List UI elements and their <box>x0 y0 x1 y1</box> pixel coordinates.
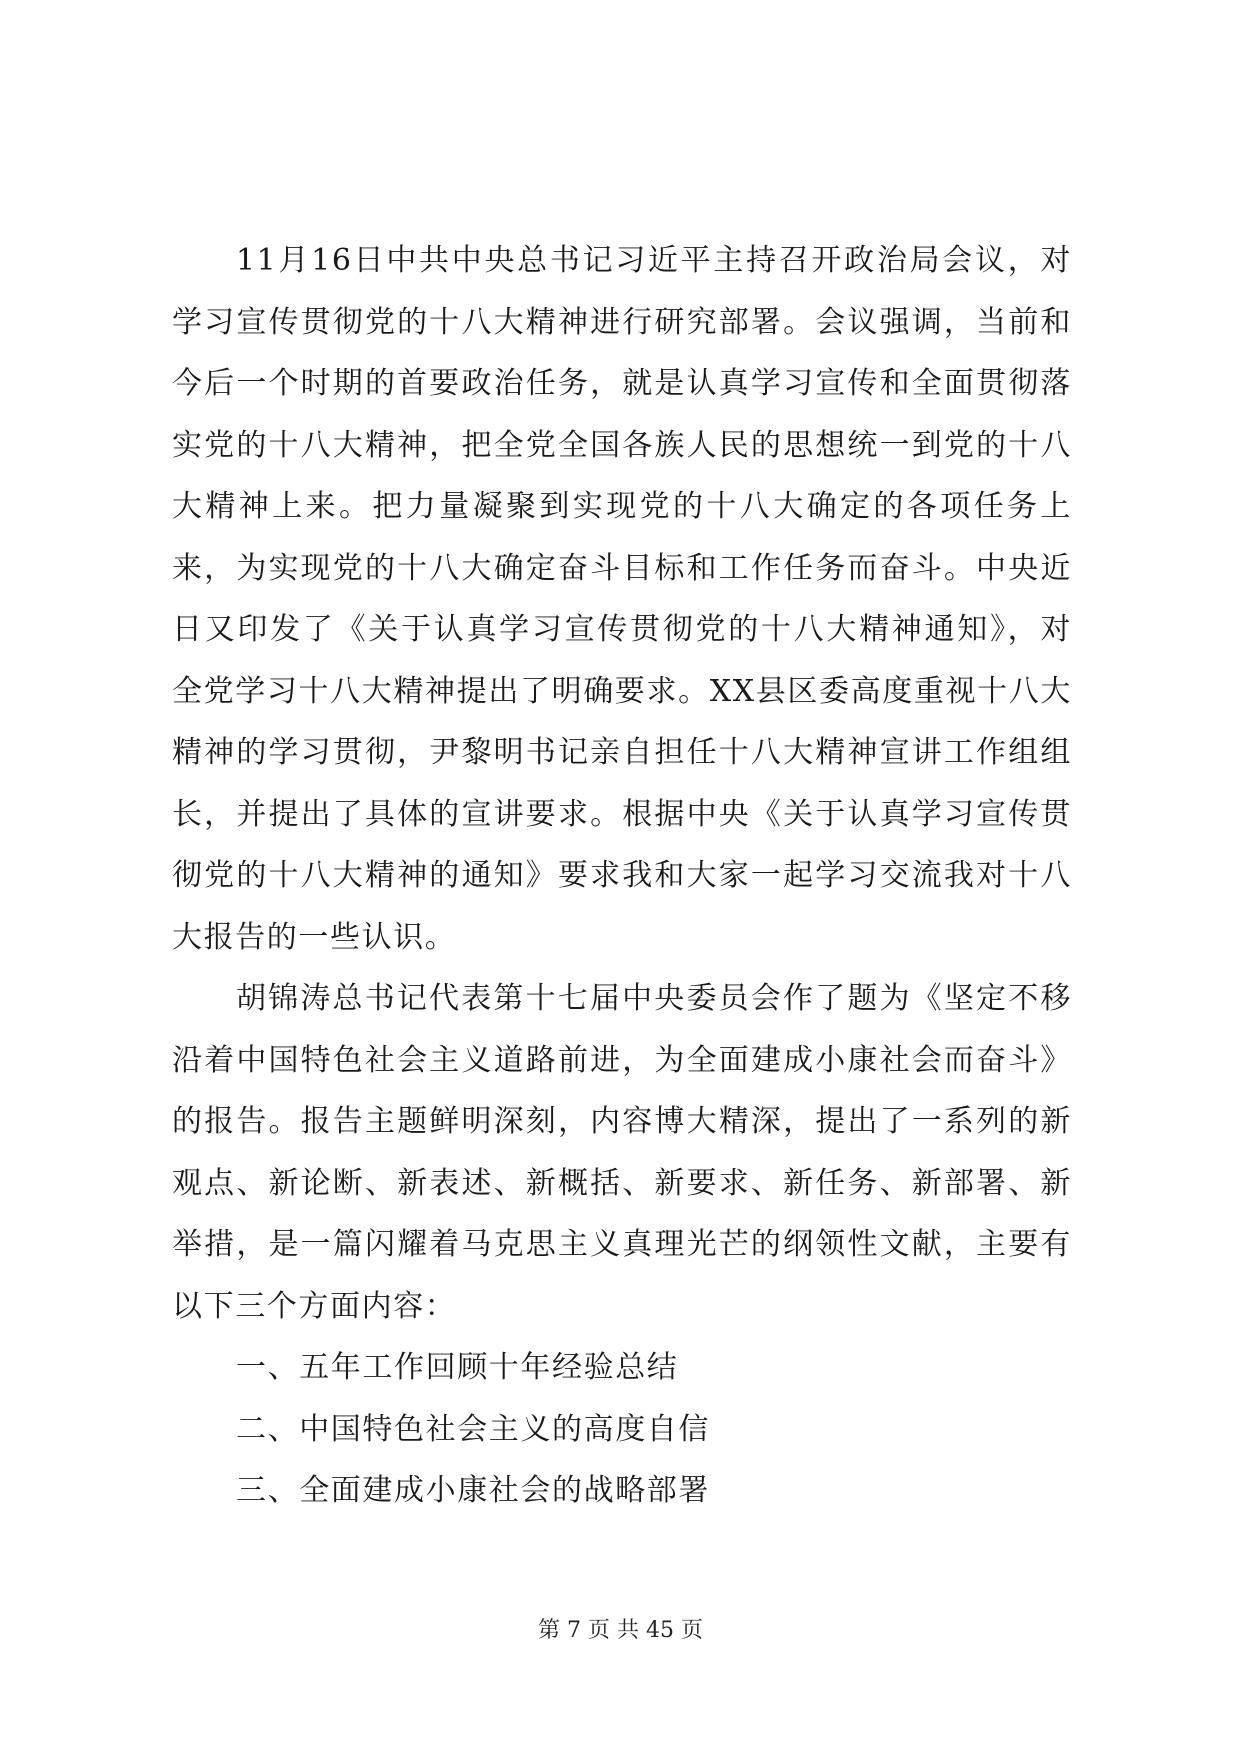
paragraph-report-overview: 胡锦涛总书记代表第十七届中央委员会作了题为《坚定不移沿着中国特色社会主义道路前进，为全面建成小康社会而奋斗》的报告。报告主题鲜明深刻，内容博大精深，提出了一系列的新观点、新论断、新表述、新概括、新要求、新任务、新部署、新举措，是一篇闪耀着马克思主义真理光芒的纲领性文献，主要有以下三个方面内容： <box>172 981 1072 1324</box>
list-item-review: 一、五年工作回顾十年经验总结 <box>236 1350 679 1385</box>
list-item-confidence: 二、中国特色社会主义的高度自信 <box>236 1411 710 1447</box>
paragraph-meeting-summary: 11月16日中共中央总书记习近平主持召开政治局会议，对学习宣传贯彻党的十八大精神进行研究部署。会议强调，当前和今后一个时期的首要政治任务，就是认真学习宣传和全面贯彻落实党的十八大精神，把全党全国各族人民的思想统一到党的十八大精神上来。把力量凝聚到实现党的十八大确定的各项任务上来，为实现党的十八大确定奋斗目标和工作任务而奋斗。中央近日又印发了《关于认真学习宣传贯彻党的十八大精神通知》，对全党学习十八大精神提出了明确要求。XX县区委高度重视十八大精神的学习贯彻，尹黎明书记亲自担任十八大精神宣讲工作组组长，并提出了具体的宣讲要求。根据中央《关于认真学习宣传贯彻党的十八大精神的通知》要求我和大家一起学习交流我对十八大报告的一些认识。 <box>172 243 1072 955</box>
list-item-strategy: 三、全面建成小康社会的战略部署 <box>236 1473 710 1508</box>
page-number-footer: 第 7 页 共 45 页 <box>538 1618 703 1643</box>
document-body <box>172 230 1072 1522</box>
